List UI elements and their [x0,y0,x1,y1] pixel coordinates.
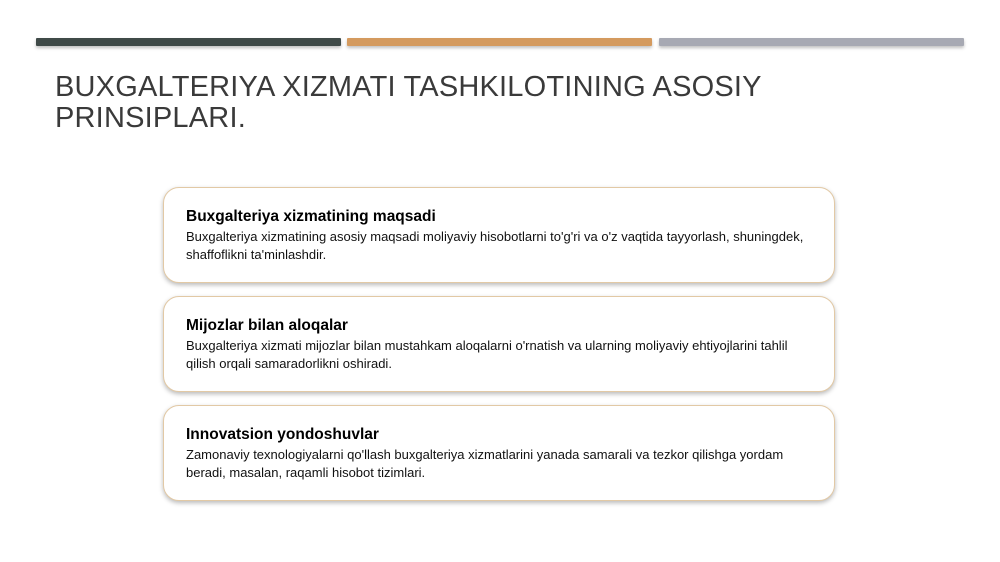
card-text: Buxgalteriya xizmati mijozlar bilan mustahkam aloqalarni o'rnatish va ularning moliyaviy ehtiyojlarini tahlil qilish orqali samaradorlikni oshiradi. [186,338,788,371]
card-heading: Buxgalteriya xizmatining maqsadi [186,208,436,225]
card-text: Zamonaviy texnologiyalarni qo'llash buxgalteriya xizmatlarini yanada samarali va tezkor qilishga yordam beradi, masalan, raqamli hisobot tizimlari. [186,447,784,480]
card-heading: Mijozlar bilan aloqalar [186,317,348,334]
principle-card-innovation [163,405,835,501]
card-heading: Innovatsion yondoshuvlar [186,426,379,443]
accent-bar-gray [659,38,964,46]
slide-title: BUXGALTERIYA XIZMATI TASHKILOTINING ASOSIY PRINSIPLARI. [55,71,762,134]
accent-bar-dark [36,38,341,46]
accent-bar-orange [347,38,652,46]
principle-card-clients [163,296,835,392]
principle-card-goal [163,187,835,283]
card-text: Buxgalteriya xizmatining asosiy maqsadi moliyaviy hisobotlarni to'g'ri va o'z vaqtida tayyorlash, shuningdek, shaffoflikni ta'minlashdir. [186,229,804,262]
